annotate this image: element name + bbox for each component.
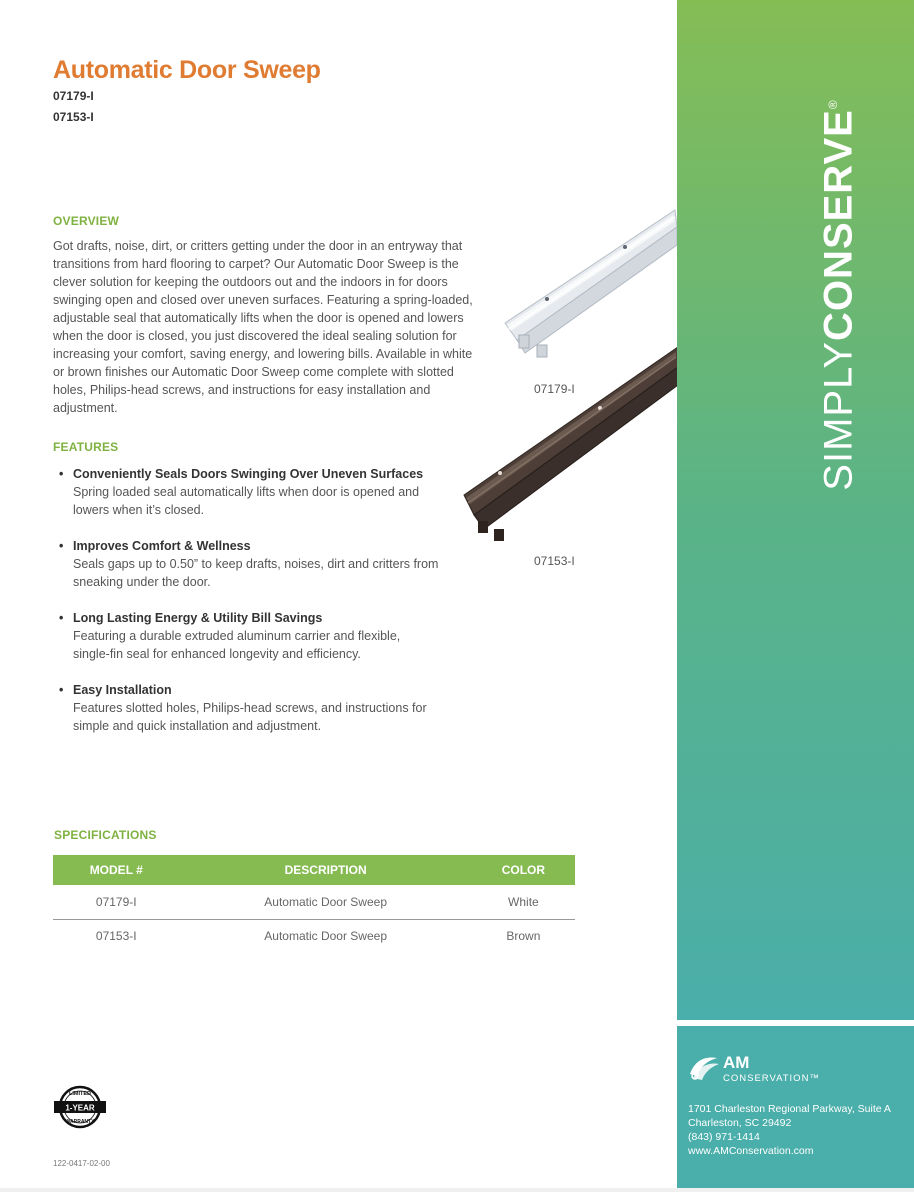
feature-title: Easy Installation bbox=[73, 683, 172, 697]
cell-model: 07153-I bbox=[95, 929, 137, 944]
warranty-bottom-text: WARRANTY bbox=[65, 1119, 95, 1125]
brand-wordmark bbox=[806, 99, 872, 491]
product-caption-white: 07179-I bbox=[534, 382, 575, 396]
specifications-heading: SPECIFICATIONS bbox=[54, 828, 157, 842]
warranty-top-text: LIMITED bbox=[69, 1091, 91, 1097]
product-image-brown bbox=[460, 343, 680, 543]
specifications-table bbox=[53, 855, 575, 953]
product-caption-brown: 07153-I bbox=[534, 554, 575, 568]
feature-item bbox=[59, 465, 439, 519]
bullet-icon: • bbox=[59, 611, 64, 625]
feature-item bbox=[59, 681, 439, 735]
features-heading: FEATURES bbox=[53, 440, 119, 454]
company-footer bbox=[677, 1026, 914, 1188]
registered-mark: ® bbox=[826, 99, 841, 110]
bullet-icon: • bbox=[59, 539, 64, 553]
product-image-white bbox=[495, 205, 680, 365]
company-subname: CONSERVATION™ bbox=[723, 1073, 820, 1084]
table-row bbox=[53, 885, 575, 919]
feature-item bbox=[59, 537, 439, 591]
column-header-color: COLOR bbox=[472, 855, 575, 885]
warranty-middle-text: 1-YEAR bbox=[65, 1103, 95, 1113]
cell-model: 07179-I bbox=[53, 885, 180, 919]
warranty-badge-icon bbox=[52, 1082, 108, 1132]
column-header-model: MODEL # bbox=[53, 855, 180, 885]
cell-description: Automatic Door Sweep bbox=[180, 885, 472, 919]
bullet-icon: • bbox=[59, 467, 64, 481]
feature-description: Features slotted holes, Philips-head screws, and instructions for simple and quick installation and adjustment. bbox=[73, 701, 427, 733]
table-row bbox=[53, 919, 575, 953]
sku-secondary: 07153-I bbox=[53, 110, 94, 124]
feature-description: Featuring a durable extruded aluminum carrier and flexible, single-fin seal for enhanced longevity and efficiency. bbox=[73, 629, 401, 661]
cell-description: Automatic Door Sweep bbox=[264, 929, 387, 944]
cell-color: Brown bbox=[506, 929, 541, 944]
feature-title: Conveniently Seals Doors Swinging Over Uneven Surfaces bbox=[73, 467, 424, 481]
company-website[interactable]: www.AMConservation.com bbox=[688, 1145, 814, 1157]
brand-light-text: SIMPLY bbox=[816, 340, 861, 491]
document-number: 122-0417-02-00 bbox=[53, 1159, 110, 1168]
am-conservation-logo-icon bbox=[687, 1052, 721, 1082]
brand-sidebar bbox=[677, 0, 914, 1020]
bullet-icon: • bbox=[59, 683, 64, 697]
features-list bbox=[59, 465, 439, 753]
feature-description: Seals gaps up to 0.50” to keep drafts, noises, dirt and critters from sneaking under the door. bbox=[73, 557, 439, 589]
address-line-2: Charleston, SC 29492 bbox=[688, 1117, 792, 1129]
sku-primary: 07179-I bbox=[53, 89, 94, 103]
overview-heading: OVERVIEW bbox=[53, 214, 120, 228]
column-header-description: DESCRIPTION bbox=[180, 855, 472, 885]
feature-item bbox=[59, 609, 439, 663]
company-phone: (843) 971-1414 bbox=[688, 1131, 760, 1143]
feature-title: Long Lasting Energy & Utility Bill Savings bbox=[73, 611, 323, 625]
address-line-1: 1701 Charleston Regional Parkway, Suite A bbox=[688, 1103, 891, 1115]
overview-body: Got drafts, noise, dirt, or critters getting under the door in an entryway that transitions from hard flooring to carpet? Our Automatic Door Sweep is the clever solution for keeping the outdoors out and the indoors in for doors swinging open and closed over uneven surfaces. Featuring a spring-loaded, adjustable seal that automatically lifts when the door is opened and lowers when the door is closed, you just discovered the ideal sealing solution for increasing your comfort, saving energy, and lowering bills. Available in white or brown finishes our Automatic Door Sweep come complete with slotted holes, Philips-head screws, and instructions for easy installation and adjustment. bbox=[53, 239, 473, 415]
company-name: AM bbox=[723, 1053, 750, 1072]
bottom-strip bbox=[0, 1188, 914, 1192]
table-header-row bbox=[53, 855, 575, 885]
brand-bold-text: CONSERVE bbox=[816, 109, 861, 341]
company-address bbox=[688, 1102, 912, 1158]
feature-description: Spring loaded seal automatically lifts when door is opened and lowers when it’s closed. bbox=[73, 485, 420, 517]
cell-color: White bbox=[472, 885, 575, 919]
page-title: Automatic Door Sweep bbox=[53, 56, 321, 84]
feature-title: Improves Comfort & Wellness bbox=[73, 539, 251, 553]
